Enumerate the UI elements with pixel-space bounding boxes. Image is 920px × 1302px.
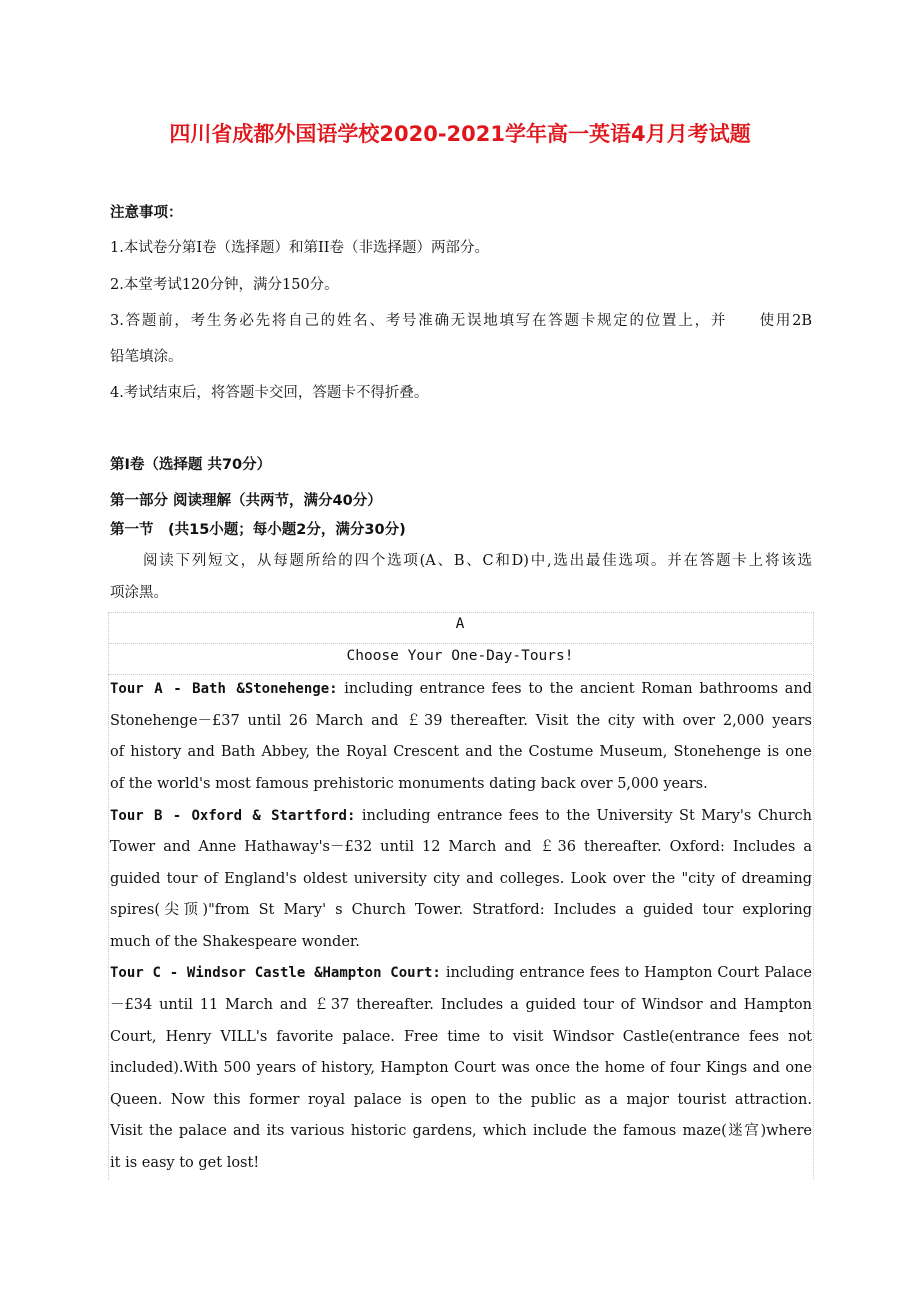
frame-divider-top — [108, 612, 812, 613]
notice-item-3: 3.答题前，考生务必先将自己的姓名、考号准确无误地填写在答题卡规定的位置上，并 使用2B — [110, 313, 812, 329]
frame-divider-2 — [108, 674, 812, 675]
tour-c-name: Tour C - Windsor Castle &Hampton Court: — [110, 965, 441, 981]
tour-b-line-5: much of the Shakespeare wonder. — [110, 934, 360, 950]
tour-c-line-2: －£34 until 11 March and ￡37 thereafter. Includes a guided tour of Windsor and Hampton — [110, 997, 812, 1013]
tour-b-line-1: Tour B - Oxford & Startford: including entrance fees to the University St Mary's Church — [110, 808, 812, 824]
passage-heading: Choose Your One-Day-Tours! — [346, 648, 574, 664]
tour-b-line-2: Tower and Anne Hathaway's－£32 until 12 March and ￡36 thereafter. Oxford: Includes a — [110, 839, 812, 855]
notice-item-4: 4.考试结束后，将答题卡交回，答题卡不得折叠。 — [110, 385, 429, 401]
tour-a-line-1: Tour A - Bath &Stonehenge: including entrance fees to the ancient Roman bathrooms and — [110, 681, 812, 697]
subsection-heading: 第一节 (共15小题；每小题2分，满分30分) — [110, 522, 406, 538]
notice-item-2: 2.本堂考试120分钟，满分150分。 — [110, 277, 339, 293]
tour-a-line-4: of the world's most famous prehistoric monuments dating back over 5,000 years. — [110, 776, 708, 792]
tour-a-line-2: Stonehenge－£37 until 26 March and ￡39 thereafter. Visit the city with over 2,000 years — [110, 713, 812, 729]
tour-b-line-4: spires(尖顶)"from St Mary' s Church Tower. Stratford: Includes a guided tour exploring — [110, 902, 812, 918]
tour-c-line-3: Court, Henry VILL's favorite palace. Free time to visit Windsor Castle(entrance fees not — [110, 1029, 812, 1045]
page-title: 四川省成都外国语学校2020-2021学年高一英语4月月考试题 — [169, 122, 751, 146]
passage-letter: A — [455, 616, 465, 632]
tour-c-line-7: it is easy to get lost! — [110, 1155, 260, 1171]
instruction-line-2: 项涂黑。 — [110, 585, 168, 601]
notice-heading: 注意事项： — [110, 205, 183, 221]
tour-c-line-5: Queen. Now this former royal palace is open to the public as a major tourist attraction. — [110, 1092, 812, 1108]
tour-c-line-1: Tour C - Windsor Castle &Hampton Court: including entrance fees to Hampton Court Palace — [110, 965, 812, 981]
tour-b-line-3: guided tour of England's oldest university city and colleges. Look over the "city of dreaming — [110, 871, 812, 887]
tour-a-line-3: of history and Bath Abbey, the Royal Crescent and the Costume Museum, Stonehenge is one — [110, 744, 812, 760]
instruction-line-1: 阅读下列短文，从每题所给的四个选项(A、B、C和D)中,选出最佳选项。并在答题卡上将该选 — [143, 553, 812, 569]
notice-item-1: 1.本试卷分第Ⅰ卷（选择题）和第II卷（非选择题）两部分。 — [110, 240, 490, 256]
volume-heading: 第Ⅰ卷（选择题 共70分） — [110, 457, 272, 473]
tour-b-name: Tour B - Oxford & Startford: — [110, 808, 356, 824]
notice-item-3-cont: 铅笔填涂。 — [110, 349, 183, 365]
tour-c-line-6: Visit the palace and its various historic gardens, which include the famous maze(迷宫)where — [110, 1123, 812, 1139]
tour-c-line-4: included).With 500 years of history, Hampton Court was once the home of four Kings and one — [110, 1060, 812, 1076]
frame-divider-1 — [108, 643, 812, 644]
tour-a-name: Tour A - Bath &Stonehenge: — [110, 681, 338, 697]
part-heading: 第一部分 阅读理解（共两节，满分40分） — [110, 493, 382, 509]
